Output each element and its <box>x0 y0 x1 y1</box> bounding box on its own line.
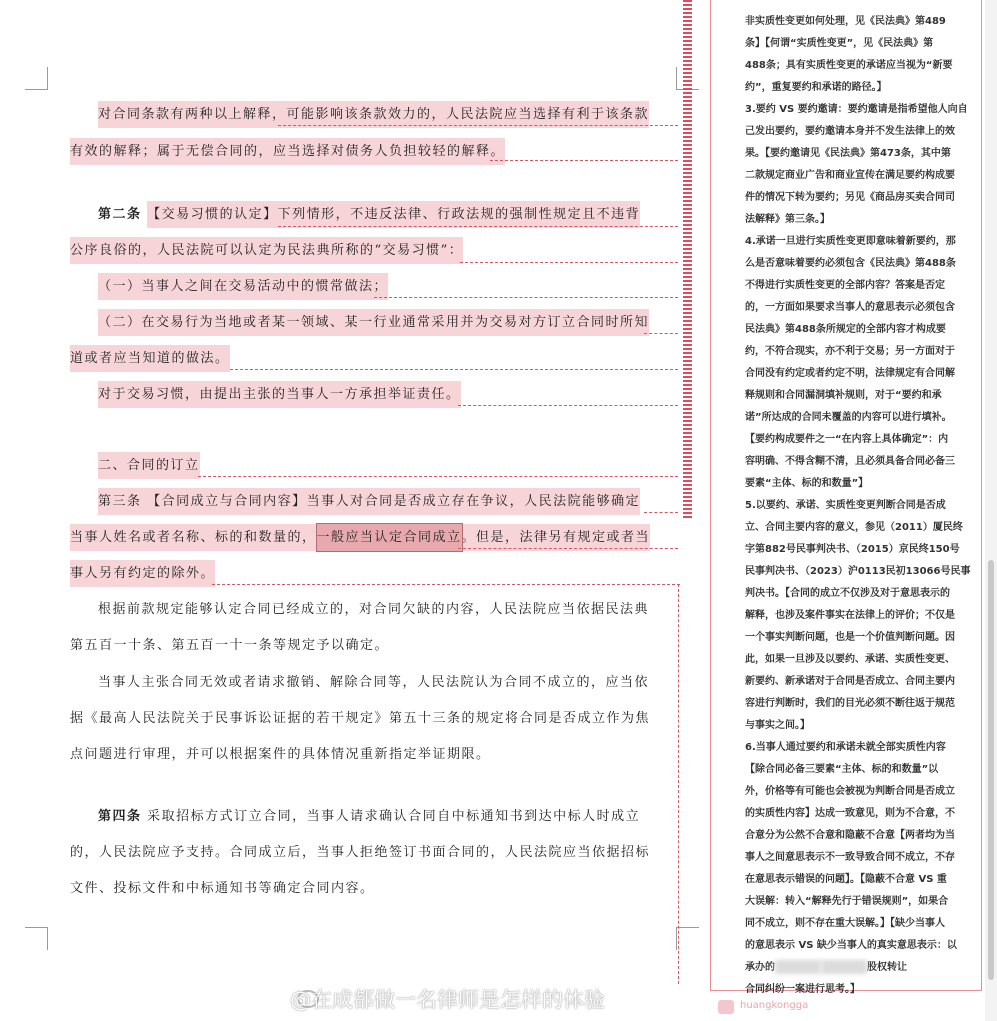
comment-line: 容进行判断时，我们的目光必须不断往返于规范 <box>745 698 955 709</box>
comment-line: 5.以要约、承诺、实质性变更判断合同是否成 <box>745 500 946 511</box>
highlight-text[interactable]: 对合同条款有两种以上解释，可能影响该条款效力的，人民法院应当选择有利于该条款 <box>98 101 649 128</box>
comment-connector <box>278 226 678 227</box>
body-text: 第五百一十条、第五百一十一条等规定予以确定。 <box>70 638 390 653</box>
comment-line: 一个事实判断问题，也是一个价值判断问题。因 <box>745 632 955 643</box>
comment-line: 法解释》第三条。】 <box>745 214 830 225</box>
comment-line: 件的情况下转为要约；另见《商品房买卖合同司 <box>745 192 955 203</box>
comment-line: 释规则和合同漏洞填补规则，对于“要约和承 <box>745 390 942 401</box>
highlight-text[interactable]: 事人另有约定的除外。 <box>70 560 215 587</box>
comment-line: 与事实之间。】 <box>745 720 810 731</box>
article-label: 第二条 <box>98 207 142 222</box>
comment-line: 约”，重复要约和承诺的路径。】 <box>745 82 887 93</box>
comment-line: 新要约、新承诺对于合同是否成立、合同主要内 <box>745 676 955 687</box>
comment-connector <box>374 297 678 298</box>
doc-line <box>70 636 646 656</box>
comment-line: 3.要约 VS 要约邀请：要约邀请是指希望他人向自 <box>745 104 968 115</box>
comment-connector <box>644 512 678 513</box>
comment-connector <box>490 160 678 161</box>
comment-line: 此，如果一旦涉及以要约、承诺、实质性变更、 <box>745 654 955 665</box>
body-text: 当事人主张合同无效或者请求撤销、解除合同等，人民法院认为合同不成立的，应当依 <box>98 675 650 690</box>
doc-line <box>70 277 646 297</box>
comment-line: 要素“主体、标的和数量”】 <box>745 478 869 489</box>
comment-line: 解释，也涉及案件事实在法律上的评价；不仅是 <box>745 610 955 621</box>
comment-line: 合同没有约定或者约定不明，法律规定有合同解 <box>745 368 955 379</box>
comment-line: 合同纠纷一案进行思考。】 <box>745 984 860 995</box>
watermark-text: @在成都做一名律师是怎样的体验 <box>290 988 605 1012</box>
doc-line <box>70 241 646 261</box>
comment-line: 诺”所达成的合同未覆盖的内容可以进行填补。 <box>745 412 952 423</box>
comment-connector <box>278 125 678 126</box>
doc-line <box>70 709 651 729</box>
comment-line: 不得进行实质性变更的全部内容？答案是否定 <box>745 280 945 291</box>
comment-text-fragment: 股权转让 <box>867 962 907 973</box>
body-text: 点问题进行审理，并可以根据案件的具体情况重新指定举证期限。 <box>70 747 491 762</box>
comment-line: 容明确、不得含糊不清，且必须具备合同必备三 <box>745 456 955 467</box>
highlight-text[interactable]: 公序良俗的，人民法院可以认定为民法典所称的“交易习惯”： <box>70 237 463 264</box>
comment-line: 民事判决书、（2023）沪0113民初13066号民事 <box>745 566 971 577</box>
doc-line <box>70 142 646 162</box>
comment-line: 的，一方面如果要求当事人的意思表示必须包含 <box>745 302 955 313</box>
comment-line: 【要约构成要件之一“在内容上具体确定”：内 <box>745 434 949 445</box>
doc-line <box>70 349 646 369</box>
comment-line: 同不成立，则不存在重大误解。】【缺少当事人 <box>745 918 945 929</box>
comment-connector <box>460 262 678 263</box>
watermark-badge-icon <box>718 1000 734 1014</box>
comment-line <box>745 957 973 979</box>
comment-panel[interactable] <box>710 0 982 995</box>
crop-mark-bottom-left <box>25 927 48 950</box>
comment-line: 判决书。【合同的成立不仅涉及对于意思表示的 <box>745 588 950 599</box>
article-label: 第四条 <box>98 809 142 824</box>
revision-bar <box>683 0 692 520</box>
highlight-text[interactable]: 第三条 【合同成立与合同内容】当事人对合同是否成立存在争议，人民法院能够确定 <box>98 488 640 515</box>
comment-line: 字第882号民事判决书、（2015）京民终150号 <box>745 544 960 555</box>
highlight-text[interactable]: 道或者应当知道的做法。 <box>70 345 230 372</box>
comment-connector <box>198 476 678 477</box>
comment-connector <box>230 369 678 370</box>
comment-line: 二款规定商业广告和商业宣传在满足要约构成要 <box>745 170 955 181</box>
comment-line: 条】【何谓“实质性变更”，见《民法典》第 <box>745 38 934 49</box>
body-text: 文件、投标文件和中标通知书等确定合同内容。 <box>70 881 375 896</box>
highlight-text[interactable]: 当事人姓名或者名称、标的和数量的， <box>70 524 317 551</box>
highlight-text[interactable]: 有效的解释；属于无偿合同的，应当选择对债务人负担较轻的解释。 <box>70 138 505 165</box>
comment-line: 非实质性变更如何处理，见《民法典》第489 <box>745 16 946 27</box>
crop-mark-bottom-right <box>676 927 699 950</box>
body-text: 根据前款规定能够认定合同已经成立的，对合同欠缺的内容，人民法院应当依据民法典 <box>98 602 650 617</box>
article-4-heading <box>70 807 646 827</box>
body-text: 据《最高人民法院关于民事诉讼证据的若干规定》第五十三条的规定将合同是否成立作为焦 <box>70 711 651 726</box>
comment-line: 事人之间意思表示不一致导致合同不成立，不存 <box>745 852 955 863</box>
comment-line: 果。【要约邀请见《民法典》第473条，其中第 <box>745 148 951 159</box>
doc-line <box>70 564 646 584</box>
doc-line <box>70 105 650 125</box>
comment-line: 么是否意味着要约必须包含《民法典》第488条 <box>745 258 956 269</box>
comment-connector <box>212 584 680 585</box>
section-heading <box>70 456 646 476</box>
redacted-blur <box>775 960 821 974</box>
redacted-blur <box>821 960 867 974</box>
crop-mark-top-left <box>25 67 48 90</box>
comment-line: 外，价格等有可能也会被视为判断合同是否成立 <box>745 786 955 797</box>
watermark-handle: huangkongga <box>740 1000 809 1011</box>
comment-text <box>745 0 973 1001</box>
doc-line <box>70 673 650 693</box>
comment-line: 6.当事人通过要约和承诺未就全部实质性内容 <box>745 742 946 753</box>
highlight-text[interactable]: 【交易习惯的认定】下列情形，不违反法律、行政法规的强制性规定且不违背 <box>147 201 640 228</box>
highlight-text[interactable]: （一）当事人之间在交易活动中的惯常做法； <box>98 273 388 300</box>
comment-connector <box>458 405 678 406</box>
highlight-text[interactable]: 对于交易习惯，由提出主张的当事人一方承担举证责任。 <box>98 381 461 408</box>
comment-line: 大误解：转入“解释先行于错误规则”，如果合 <box>745 896 949 907</box>
scrollbar-thumb[interactable] <box>988 560 994 980</box>
comment-line: 立、合同主要内容的意义，参见（2011）厦民终 <box>745 522 963 533</box>
comment-connector <box>458 548 678 549</box>
comment-line: 己发出要约，要约邀请本身并不发生法律上的效 <box>745 126 955 137</box>
comment-line: 约，不符合现实，亦不利于交易；另一方面对于 <box>745 346 955 357</box>
doc-line <box>70 528 651 548</box>
comment-line: 4.承诺一旦进行实质性变更即意味着新要约，那 <box>745 236 956 247</box>
comment-line: 在意思表示错误的问题】。【隐蔽不合意 VS 重 <box>745 874 947 885</box>
comment-line: 【除合同必备三要素“主体、标的和数量”以 <box>745 764 939 775</box>
body-text: 采取招标方式订立合同，当事人请求确认合同自中标通知书到达中标人时成立 <box>147 809 641 824</box>
comment-line: 合意分为公然不合意和隐蔽不合意【两者均为当 <box>745 830 955 841</box>
comment-line: 的实质性内容】达成一致意见，则为不合意，不 <box>745 808 955 819</box>
article-2-heading <box>70 205 646 225</box>
doc-line <box>70 745 646 765</box>
comment-line: 民法典》第488条所规定的全部内容才构成要 <box>745 324 946 335</box>
highlight-text[interactable]: 。但是，法律另有规定或者当 <box>462 524 651 551</box>
doc-line <box>70 843 651 863</box>
highlight-text[interactable]: （二）在交易行为当地或者某一领域、某一行业通常采用并为交易对方订立合同时所知 <box>98 309 649 336</box>
doc-line <box>70 879 646 899</box>
doc-line <box>70 600 650 620</box>
selected-highlight-text[interactable]: 一般应当认定合同成立 <box>317 524 462 551</box>
highlight-text[interactable]: 二、合同的订立 <box>98 452 200 479</box>
doc-line <box>70 385 646 405</box>
comment-text-fragment: 承办的 <box>745 962 775 973</box>
comment-connector <box>678 584 679 984</box>
comment-line: 的意思表示 VS 缺少当事人的真实意思表示：以 <box>745 940 957 951</box>
body-text: 的，人民法院应予支持。合同成立后，当事人拒绝签订书面合同的，人民法院应当依据招标 <box>70 845 651 860</box>
comment-line: 488条；具有实质性变更的承诺应当视为“新要 <box>745 60 953 71</box>
doc-line <box>70 313 650 333</box>
doc-line <box>70 492 646 512</box>
comment-connector <box>644 333 678 334</box>
